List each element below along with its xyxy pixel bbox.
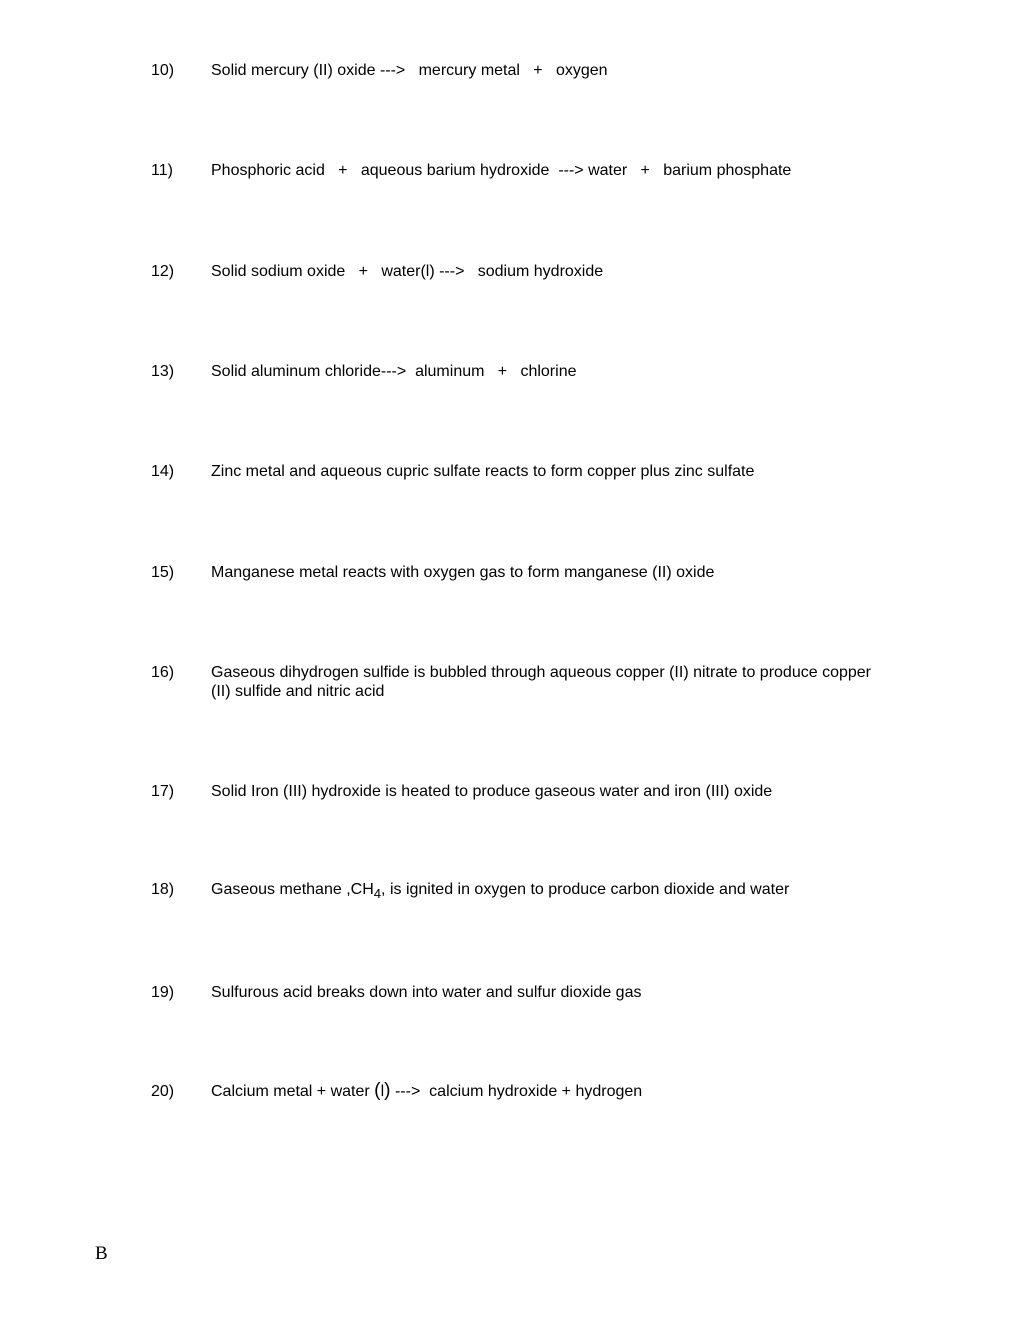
state-symbol: l xyxy=(380,1083,385,1100)
question-text-after: , is ignited in oxygen to produce carbon dioxide and water xyxy=(381,881,790,898)
question-number: 15) xyxy=(151,564,175,581)
question-text: Zinc metal and aqueous cupric sulfate reacts to form copper plus zinc sulfate xyxy=(211,463,755,480)
question-text xyxy=(211,1082,871,1101)
question-text: Gaseous dihydrogen sulfide is bubbled through aqueous copper (II) nitrate to produce copper (II) sulfide and nitric acid xyxy=(211,664,876,700)
question-number: 11) xyxy=(151,162,173,179)
question-text-before: Calcium metal + water xyxy=(211,1083,375,1100)
subscript: 4 xyxy=(373,885,382,901)
question-number: 19) xyxy=(151,984,175,1001)
question-number: 16) xyxy=(151,664,175,681)
question-number: 12) xyxy=(151,263,175,280)
question-number: 20) xyxy=(151,1083,175,1100)
question-text: Phosphoric acid + aqueous barium hydroxide ---> water + barium phosphate xyxy=(211,162,792,179)
question-text: Sulfurous acid breaks down into water and sulfur dioxide gas xyxy=(211,984,642,1001)
paren-open: ( xyxy=(374,1080,381,1101)
question-number: 14) xyxy=(151,463,175,480)
question-number: 13) xyxy=(151,363,175,380)
question-number: 10) xyxy=(151,62,175,79)
question-text: Manganese metal reacts with oxygen gas to form manganese (II) oxide xyxy=(211,564,715,581)
question-text xyxy=(211,880,871,903)
question-text: Solid mercury (II) oxide ---> mercury metal + oxygen xyxy=(211,62,608,79)
question-number: 18) xyxy=(151,881,175,898)
paren-close: ) xyxy=(384,1080,391,1101)
footer-mark: B xyxy=(95,1243,108,1264)
question-text: Solid Iron (III) hydroxide is heated to produce gaseous water and iron (III) oxide xyxy=(211,783,773,800)
question-text-after: ---> calcium hydroxide + hydrogen xyxy=(390,1083,643,1100)
question-text: Solid aluminum chloride---> aluminum + chlorine xyxy=(211,363,577,380)
question-number: 17) xyxy=(151,783,175,800)
question-text: Solid sodium oxide + water(l) ---> sodium hydroxide xyxy=(211,263,604,280)
question-text-before: Gaseous methane ,CH xyxy=(211,881,374,898)
